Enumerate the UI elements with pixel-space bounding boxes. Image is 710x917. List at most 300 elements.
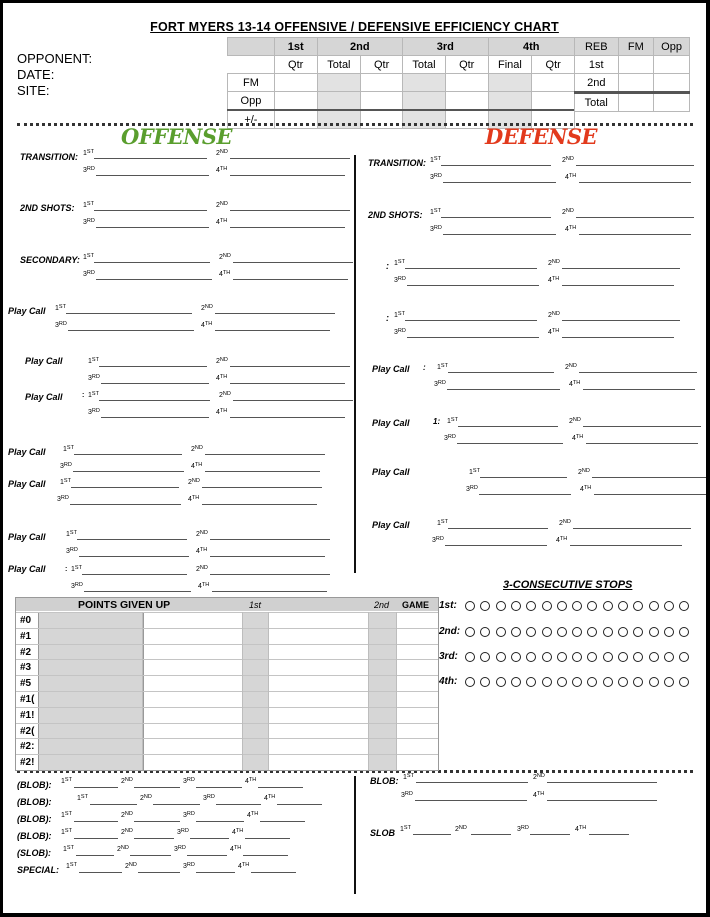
player-row: [16, 754, 438, 771]
rebound-table: [574, 37, 690, 112]
ordinal-fourth: 4TH: [198, 582, 210, 590]
sub-header: Qtr: [274, 56, 317, 74]
ordinal-first: 1ST: [55, 304, 66, 312]
write-line[interactable]: [99, 400, 210, 401]
write-line[interactable]: [79, 872, 122, 873]
ordinal-third: 3RD: [88, 408, 100, 416]
ordinal-second: 2ND: [121, 828, 133, 836]
score-cell[interactable]: [274, 74, 317, 92]
write-line[interactable]: [210, 574, 330, 575]
write-line[interactable]: [233, 400, 353, 401]
stop-circle[interactable]: [480, 627, 490, 637]
player-number: #1(: [20, 694, 35, 705]
write-line[interactable]: [480, 477, 567, 478]
ordinal-first: 1ST: [61, 811, 72, 819]
ordinal-fourth: 4TH: [216, 218, 228, 226]
write-line[interactable]: [215, 313, 335, 314]
write-line[interactable]: [573, 528, 691, 529]
write-line[interactable]: [576, 165, 694, 166]
write-line[interactable]: [94, 210, 207, 211]
stop-circle[interactable]: [649, 627, 659, 637]
reb-cell[interactable]: [654, 74, 690, 93]
stop-circle[interactable]: [587, 601, 597, 611]
player-row: [16, 675, 438, 692]
player-number: #2(: [20, 725, 35, 737]
stop-circle[interactable]: [603, 652, 613, 662]
stop-circle[interactable]: [465, 627, 475, 637]
defense-row-label: Play Call: [372, 520, 410, 530]
write-line[interactable]: [230, 175, 345, 176]
plus-minus-label: +/-: [228, 110, 275, 129]
write-line[interactable]: [79, 556, 189, 557]
write-line[interactable]: [583, 389, 695, 390]
write-line[interactable]: [73, 471, 184, 472]
ordinal-fourth: 4TH: [533, 791, 545, 799]
ordinal-first: 1ST: [63, 845, 74, 853]
stop-circle[interactable]: [649, 652, 659, 662]
write-line[interactable]: [134, 838, 174, 839]
write-line[interactable]: [586, 443, 698, 444]
stop-circle[interactable]: [557, 677, 567, 687]
stop-circle[interactable]: [664, 627, 674, 637]
stop-circle[interactable]: [572, 627, 582, 637]
ordinal-third: 3RD: [183, 777, 195, 785]
write-line[interactable]: [562, 285, 674, 286]
write-line[interactable]: [190, 838, 229, 839]
ordinal-second: 2ND: [216, 201, 228, 209]
write-line[interactable]: [66, 313, 192, 314]
reb-cell[interactable]: [618, 93, 654, 112]
ordinal-second: 2ND: [188, 478, 200, 486]
stop-circle[interactable]: [511, 677, 521, 687]
write-line[interactable]: [458, 426, 558, 427]
stop-circle[interactable]: [618, 677, 628, 687]
ordinal-third: 3RD: [394, 276, 406, 284]
ordinal-first: 1ST: [430, 208, 441, 216]
ordinal-fourth: 4TH: [216, 374, 228, 382]
write-line[interactable]: [96, 279, 212, 280]
stop-circle[interactable]: [511, 627, 521, 637]
write-line[interactable]: [230, 210, 350, 211]
ordinal-fourth: 4TH: [565, 173, 577, 181]
write-line[interactable]: [101, 383, 209, 384]
ordinal-second: 2ND: [219, 391, 231, 399]
stop-circle[interactable]: [633, 652, 643, 662]
write-line[interactable]: [94, 158, 207, 159]
offense-title: OFFENSE: [121, 124, 232, 149]
write-line[interactable]: [407, 337, 539, 338]
ordinal-second: 2ND: [455, 825, 467, 833]
write-line[interactable]: [589, 834, 629, 835]
offense-row-label: Play Call: [8, 532, 46, 542]
points-second-header: 2nd: [374, 600, 390, 610]
ordinal-third: 3RD: [55, 321, 67, 329]
ordinal-second: 2ND: [196, 565, 208, 573]
stop-circle[interactable]: [496, 677, 506, 687]
stop-circle[interactable]: [618, 652, 628, 662]
write-line[interactable]: [441, 217, 551, 218]
stop-circle[interactable]: [603, 601, 613, 611]
ordinal-third: 3RD: [66, 547, 78, 555]
write-line[interactable]: [277, 804, 322, 805]
grid-line: [242, 612, 243, 770]
stop-circle[interactable]: [480, 652, 490, 662]
write-line[interactable]: [594, 494, 706, 495]
write-line[interactable]: [579, 372, 697, 373]
write-line[interactable]: [74, 787, 118, 788]
write-line[interactable]: [210, 556, 325, 557]
write-line[interactable]: [230, 383, 345, 384]
ordinal-fourth: 4TH: [216, 166, 228, 174]
reb-row-label: Total: [575, 93, 619, 112]
stop-circle[interactable]: [496, 652, 506, 662]
player-number: #5: [20, 678, 32, 690]
ordinal-first: 1ST: [400, 825, 411, 833]
ordinal-third: 3RD: [88, 374, 100, 382]
write-line[interactable]: [74, 821, 118, 822]
quarter-header: 3rd: [403, 38, 489, 56]
ordinal-second: 2ND: [578, 468, 590, 476]
write-line[interactable]: [570, 545, 682, 546]
ordinal-fourth: 4TH: [216, 408, 228, 416]
stop-circle[interactable]: [603, 627, 613, 637]
stop-circle[interactable]: [496, 601, 506, 611]
quarter-scoreboard: [227, 37, 575, 129]
stop-circle[interactable]: [542, 677, 552, 687]
score-cell[interactable]: [317, 92, 361, 111]
write-line[interactable]: [134, 787, 180, 788]
stop-circle[interactable]: [465, 677, 475, 687]
write-line[interactable]: [245, 838, 290, 839]
ordinal-first: 1ST: [447, 417, 458, 425]
stop-circle[interactable]: [526, 652, 536, 662]
ordinal-fourth: 4TH: [232, 828, 244, 836]
ordinal-third: 3RD: [174, 845, 186, 853]
write-line[interactable]: [82, 574, 187, 575]
write-line[interactable]: [260, 821, 305, 822]
ordinal-first: 1ST: [403, 773, 414, 781]
stop-circle[interactable]: [572, 677, 582, 687]
write-line[interactable]: [443, 234, 556, 235]
grid-line: [396, 612, 397, 770]
defense-row-label: Play Call: [372, 364, 410, 374]
ordinal-fourth: 4TH: [201, 321, 213, 329]
ordinal-second: 2ND: [121, 777, 133, 785]
stops-row-label: 4th:: [439, 676, 458, 687]
ordinal-fourth: 4TH: [247, 811, 259, 819]
write-line[interactable]: [233, 262, 353, 263]
stop-circle[interactable]: [511, 652, 521, 662]
player-row: [16, 707, 438, 724]
write-line[interactable]: [251, 872, 296, 873]
write-line[interactable]: [448, 528, 548, 529]
write-line[interactable]: [215, 330, 330, 331]
write-line[interactable]: [415, 800, 527, 801]
defense-row-label: :: [386, 313, 389, 323]
stop-circle[interactable]: [633, 677, 643, 687]
write-line[interactable]: [134, 821, 180, 822]
write-line[interactable]: [416, 782, 528, 783]
blob-label: BLOB:: [370, 776, 399, 786]
stop-circle[interactable]: [618, 627, 628, 637]
stop-circle[interactable]: [587, 652, 597, 662]
site-label: SITE:: [17, 83, 50, 98]
stop-circle[interactable]: [480, 677, 490, 687]
ordinal-first: 1ST: [394, 311, 405, 319]
write-line[interactable]: [443, 182, 556, 183]
ordinal-first: 1ST: [61, 777, 72, 785]
ordinal-first: 1ST: [63, 445, 74, 453]
write-line[interactable]: [196, 787, 242, 788]
reb-row-label: 2nd: [575, 74, 619, 93]
ordinal-first: 1ST: [88, 391, 99, 399]
ordinal-third: 3RD: [430, 225, 442, 233]
ordinal-first: 1ST: [77, 794, 88, 802]
write-line[interactable]: [76, 855, 114, 856]
stop-circle[interactable]: [465, 652, 475, 662]
write-line[interactable]: [210, 539, 330, 540]
efficiency-chart-page: [3, 3, 706, 913]
write-line[interactable]: [74, 454, 182, 455]
write-line[interactable]: [457, 443, 563, 444]
ordinal-second: 2ND: [121, 811, 133, 819]
write-line[interactable]: [447, 389, 560, 390]
ordinal-third: 3RD: [183, 811, 195, 819]
write-line[interactable]: [205, 471, 320, 472]
defense-row-label: Play Call: [372, 418, 410, 428]
write-line[interactable]: [138, 872, 180, 873]
row-prefix: 1:: [433, 417, 441, 426]
write-line[interactable]: [576, 217, 694, 218]
ordinal-second: 2ND: [559, 519, 571, 527]
write-line[interactable]: [583, 426, 701, 427]
sub-header: Qtr: [445, 56, 488, 74]
sub-header: Total: [317, 56, 361, 74]
team-row-label: Opp: [228, 92, 275, 111]
player-row: [16, 691, 438, 708]
special-row-label: (BLOB):: [17, 814, 52, 824]
ordinal-second: 2ND: [562, 156, 574, 164]
write-line[interactable]: [413, 834, 451, 835]
quarter-header: 2nd: [317, 38, 403, 56]
ordinal-fourth: 4TH: [580, 485, 592, 493]
write-line[interactable]: [233, 279, 348, 280]
sub-header: Qtr: [361, 56, 403, 74]
write-line[interactable]: [562, 320, 680, 321]
offense-row-label: SECONDARY:: [20, 255, 80, 265]
stop-circle[interactable]: [572, 652, 582, 662]
offense-row-label: Play Call: [8, 306, 46, 316]
write-line[interactable]: [243, 855, 288, 856]
reb-cell[interactable]: [654, 93, 690, 112]
score-cell[interactable]: [317, 74, 361, 92]
write-line[interactable]: [130, 855, 171, 856]
stop-circle[interactable]: [679, 601, 689, 611]
score-cell[interactable]: [488, 74, 532, 92]
write-line[interactable]: [94, 262, 210, 263]
stop-circle[interactable]: [649, 601, 659, 611]
stop-circle[interactable]: [557, 601, 567, 611]
write-line[interactable]: [530, 834, 570, 835]
write-line[interactable]: [68, 330, 194, 331]
reb-cell[interactable]: [618, 56, 654, 74]
score-cell[interactable]: [403, 74, 446, 92]
stop-circle[interactable]: [664, 601, 674, 611]
stop-circle[interactable]: [557, 627, 567, 637]
write-line[interactable]: [101, 417, 209, 418]
stop-circle[interactable]: [603, 677, 613, 687]
score-cell[interactable]: [403, 92, 446, 111]
score-cell[interactable]: [361, 74, 403, 92]
stop-circle[interactable]: [542, 627, 552, 637]
write-line[interactable]: [448, 372, 554, 373]
write-line[interactable]: [202, 504, 317, 505]
stop-circle[interactable]: [526, 627, 536, 637]
stop-circle[interactable]: [649, 677, 659, 687]
ordinal-fourth: 4TH: [556, 536, 568, 544]
score-cell[interactable]: [488, 92, 532, 111]
write-line[interactable]: [230, 158, 350, 159]
stop-circle[interactable]: [542, 601, 552, 611]
write-line[interactable]: [96, 227, 209, 228]
score-cell[interactable]: [532, 92, 575, 111]
write-line[interactable]: [196, 872, 235, 873]
write-line[interactable]: [441, 165, 551, 166]
write-line[interactable]: [258, 787, 303, 788]
ordinal-fourth: 4TH: [548, 328, 560, 336]
stop-circle[interactable]: [542, 652, 552, 662]
stop-circle[interactable]: [587, 677, 597, 687]
write-line[interactable]: [216, 804, 261, 805]
stop-circle[interactable]: [633, 627, 643, 637]
write-line[interactable]: [592, 477, 706, 478]
write-line[interactable]: [153, 804, 200, 805]
ordinal-first: 1ST: [437, 519, 448, 527]
player-number: #2: [20, 646, 32, 658]
player-row: [16, 628, 438, 645]
write-line[interactable]: [202, 487, 322, 488]
row-prefix: :: [82, 392, 85, 399]
write-line[interactable]: [547, 782, 657, 783]
write-line[interactable]: [205, 454, 325, 455]
stop-circle[interactable]: [587, 627, 597, 637]
reb-cell[interactable]: [618, 74, 654, 93]
score-cell[interactable]: [445, 92, 488, 111]
write-line[interactable]: [579, 234, 691, 235]
reb-header: FM: [618, 38, 654, 56]
write-line[interactable]: [70, 504, 181, 505]
ordinal-first: 1ST: [71, 565, 82, 573]
write-line[interactable]: [99, 366, 207, 367]
score-cell[interactable]: [361, 92, 403, 111]
ordinal-third: 3RD: [83, 218, 95, 226]
stop-circle[interactable]: [618, 601, 628, 611]
write-line[interactable]: [547, 800, 657, 801]
defense-row-label: TRANSITION:: [368, 158, 426, 168]
write-line[interactable]: [562, 337, 674, 338]
ordinal-fourth: 4TH: [230, 845, 242, 853]
ordinal-fourth: 4TH: [191, 462, 203, 470]
score-cell[interactable]: [274, 92, 317, 111]
write-line[interactable]: [77, 539, 187, 540]
write-line[interactable]: [212, 591, 327, 592]
write-line[interactable]: [471, 834, 511, 835]
column-divider: [354, 155, 356, 573]
write-line[interactable]: [230, 227, 345, 228]
player-row: [16, 738, 438, 755]
write-line[interactable]: [71, 487, 179, 488]
stop-circle[interactable]: [664, 652, 674, 662]
stop-circle[interactable]: [511, 601, 521, 611]
write-line[interactable]: [479, 494, 571, 495]
score-cell[interactable]: [532, 74, 575, 92]
stop-circle[interactable]: [679, 652, 689, 662]
ordinal-first: 1ST: [61, 828, 72, 836]
sub-header: Final: [488, 56, 532, 74]
write-line[interactable]: [579, 182, 691, 183]
write-line[interactable]: [230, 417, 345, 418]
write-line[interactable]: [74, 838, 118, 839]
write-line[interactable]: [187, 855, 227, 856]
ordinal-third: 3RD: [434, 380, 446, 388]
points-title: POINTS GIVEN UP: [78, 599, 171, 611]
ordinal-second: 2ND: [140, 794, 152, 802]
stop-circle[interactable]: [633, 601, 643, 611]
player-row: [16, 723, 438, 740]
stop-circle[interactable]: [496, 627, 506, 637]
write-line[interactable]: [445, 545, 547, 546]
ordinal-second: 2ND: [219, 253, 231, 261]
write-line[interactable]: [562, 268, 680, 269]
write-line[interactable]: [405, 268, 537, 269]
stop-circle[interactable]: [557, 652, 567, 662]
special-row-label: SPECIAL:: [17, 865, 60, 875]
write-line[interactable]: [196, 821, 244, 822]
team-row-label: FM: [228, 74, 275, 92]
opponent-label: OPPONENT:: [17, 51, 93, 66]
ordinal-first: 1ST: [437, 363, 448, 371]
ordinal-third: 3RD: [444, 434, 456, 442]
special-row-label: (BLOB):: [17, 831, 52, 841]
ordinal-third: 3RD: [466, 485, 478, 493]
score-cell[interactable]: [445, 74, 488, 92]
stop-circle[interactable]: [526, 601, 536, 611]
write-line[interactable]: [90, 804, 137, 805]
write-line[interactable]: [96, 175, 209, 176]
defense-row-label: Play Call: [372, 467, 410, 477]
ordinal-first: 1ST: [60, 478, 71, 486]
player-number: #1!: [20, 709, 35, 721]
write-line[interactable]: [407, 285, 539, 286]
stop-circle[interactable]: [480, 601, 490, 611]
ordinal-fourth: 4TH: [219, 270, 231, 278]
ordinal-fourth: 4TH: [238, 862, 250, 870]
ordinal-first: 1ST: [394, 259, 405, 267]
points-first-header: 1st: [249, 600, 262, 610]
player-row: [16, 612, 438, 629]
write-line[interactable]: [230, 366, 350, 367]
stop-circle[interactable]: [526, 677, 536, 687]
stop-circle[interactable]: [679, 677, 689, 687]
stop-circle[interactable]: [679, 627, 689, 637]
stop-circle[interactable]: [572, 601, 582, 611]
stop-circle[interactable]: [465, 601, 475, 611]
reb-cell[interactable]: [654, 56, 690, 74]
write-line[interactable]: [405, 320, 537, 321]
ordinal-fourth: 4TH: [569, 380, 581, 388]
write-line[interactable]: [84, 591, 191, 592]
stop-circle[interactable]: [664, 677, 674, 687]
